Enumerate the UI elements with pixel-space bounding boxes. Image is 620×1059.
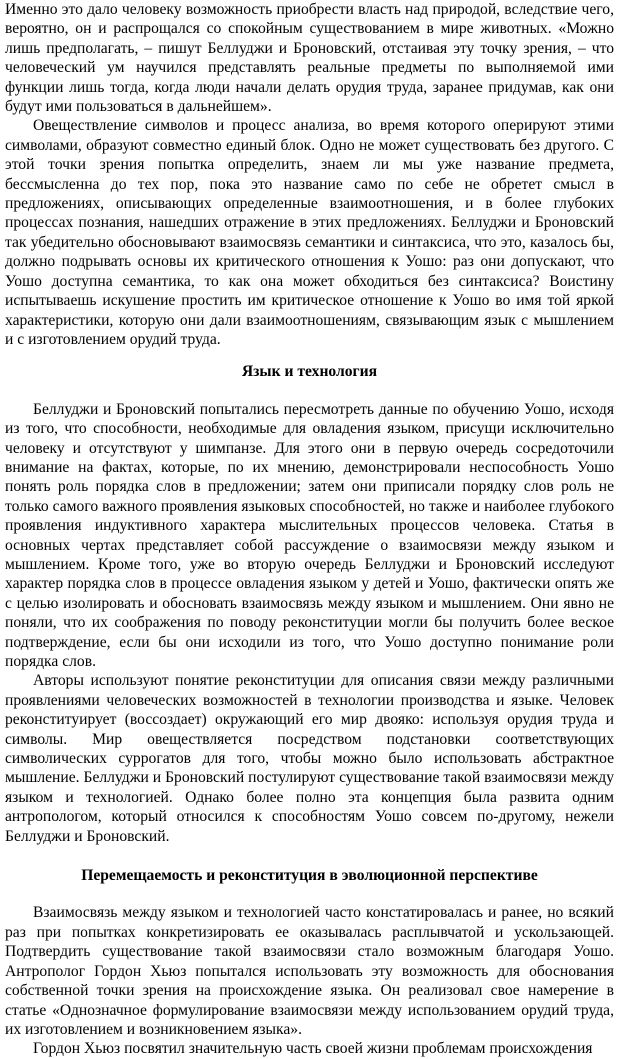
paragraph-section1-2: Авторы используют понятие реконституции для описания связи между различными проявлениями человеческих возможностей в технологии производства и языке. Человек реконституирует (воссоздает) окружающий его мир двояко: используя орудия труда и символы. Мир овеществляется посредством подстановки соответствующих символических суррогатов для того, чтобы можно было использовать абстрактное мышление. Беллуджи и Броновский постулируют существование такой взаимосвязи между языком и технологией. Однако более полно эта концепция была развита одним антропологом, который относился к способностям Уошо совсем по-другому, нежели Беллуджи и Броновский.	[5, 672, 614, 845]
section-heading-displacement-reconstitution: Перемещаемость и реконституция в эволюционной перспективе	[81, 867, 538, 885]
paragraph-section2-1: Взаимосвязь между языком и технологией часто констатировалась и ранее, но всякий раз при попытках конкретизировать ее оказывалась расплывчатой и ускользающей. Подтвердить существование такой взаимосвязи стало возможным благодаря Уошо. Антрополог Гордон Хьюз попытался использовать эту возможность для обоснования собственной точки зрения на происхождение языка. Он реализовал свое намерение в статье «Однозначное формулирование взаимосвязи между использованием орудий труда, их изготовлением и возникновением языка».	[5, 904, 614, 1038]
paragraph-intro-1: Именно это дало человеку возможность приобрести власть над природой, вследствие чего, вероятно, он и распрощался со спокойным существованием в мире животных. «Можно лишь предполагать, – пишут Беллуджи и Броновский, отстаивая эту точку зрения, – что человеческий ум научился представлять реальные предметы по выполняемой ими функции лишь тогда, когда люди начали делать орудия труда, заранее придумав, как они будут ими пользоваться в дальнейшем».	[5, 1, 614, 116]
paragraph-section1-1: Беллуджи и Броновский попытались пересмотреть данные по обучению Уошо, исходя из того, что способности, необходимые для овладения языком, присущи исключительно человеку и отсутствуют у шимпанзе. Для этого они в первую очередь сосредоточили внимание на фактах, которые, по их мнению, демонстрировали неспособность Уошо понять роль порядка слов в предложении; затем они приписали порядку слов роль не только самого важного проявления языковых способностей, но также и наиболее глубокого проявления индуктивного характера мыслительных процессов человека. Статья в основных чертах представляет собой рассуждение о взаимосвязи между языком и мышлением. Кроме того, уже во вторую очередь Беллуджи и Броновский исследуют характер порядка слов в процессе овладения языком у детей и Уошо, фактически опять же с целью изолировать и обосновать взаимосвязь между языком и мышлением. Они явно не поняли, что их соображения по поводу реконституции могли бы получить более веское подтверждение, если бы они исходили из того, что Уошо доступно понимание роли порядка слов.	[5, 400, 614, 670]
document-page	[5, 0, 614, 1059]
paragraph-intro-2: Овеществление символов и процесс анализа, во время которого оперируют этими символами, образуют совместно единый блок. Одно не может существовать без другого. С этой точки зрения попытка определить, знаем ли мы уже название предмета, бессмысленна до тех пор, пока это название само по себе не обретет смысл в предложениях, описывающих определенные взаимоотношения, и в более глубоких процессах познания, нашедших отражение в этих предложениях. Беллуджи и Броновский так убедительно обосновывают взаимосвязь семантики и синтаксиса, что это, казалось бы, должно подрывать основы их критического отношения к Уошо: раз они допускают, что Уошо доступна семантика, то как она может обходиться без синтаксиса? Воистину испытываешь искушение простить им критическое отношение к Уошо во имя той яркой характеристики, которую они дали взаимоотношениям, связывающим язык с мышлением и с изготовлением орудий труда.	[5, 117, 614, 348]
section-heading-language-technology: Язык и технология	[241, 363, 378, 381]
paragraph-section2-2: Гордон Хьюз посвятил значительную часть своей жизни проблемам происхождения	[33, 1040, 593, 1058]
